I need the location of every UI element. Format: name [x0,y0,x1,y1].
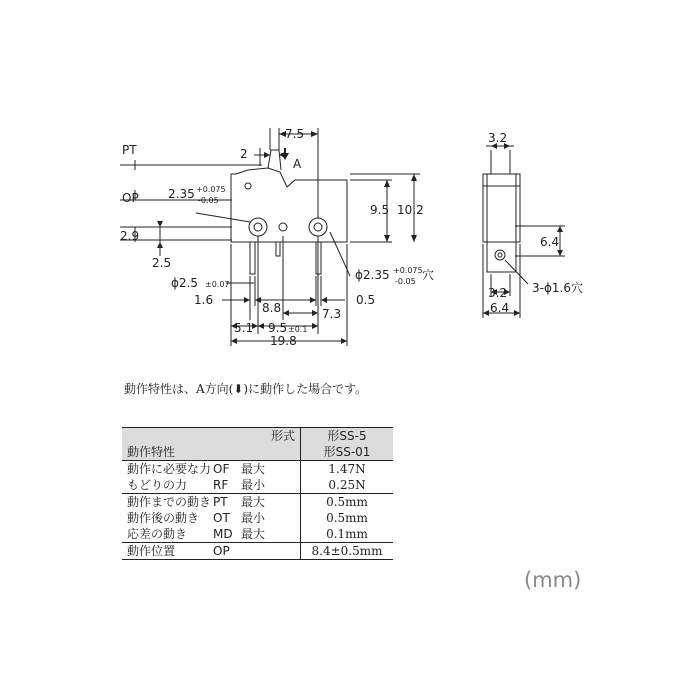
dim-2-5: 2.5 [152,256,172,270]
header-model-1: 形SS-5 [301,428,394,445]
row-code: RF [213,478,229,492]
row-limit: 最大 [241,495,266,509]
dim-8-8: 8.8 [262,301,282,315]
side-dim-3-2-bottom: 3.2 [488,286,508,300]
dim-phi-2-5: ϕ2.5 [171,276,198,290]
dim-9-5-b: 9.5 [268,321,288,335]
dim-2-35-sub: -0.05 [198,196,219,205]
dim-phi-2-35-suffix: 穴 [422,268,435,282]
dim-op: OP [122,191,139,205]
table-row [122,477,393,494]
table-row [122,461,393,478]
row-limit: 最小 [241,511,266,525]
dim-2-9: 2.9 [120,229,140,243]
operation-note: 動作特性は、A方向(⬇)に動作した場合です。 [124,382,368,396]
dim-9-5-b-tol: ±0.1 [288,325,308,334]
table-header-row [122,428,393,445]
table-row [122,510,393,526]
row-code: OF [213,462,230,476]
dim-19-8: 19.8 [270,334,297,348]
table-header-row-2 [122,444,393,461]
side-dim-6-4-bottom: 6.4 [490,301,510,315]
dim-phi-2-35-sub: -0.05 [395,277,416,286]
dim-7-5: 7.5 [285,127,305,141]
row-code: MD [213,527,233,541]
row-name: 動作までの動き [127,495,212,509]
table-row [122,494,393,511]
row-value: 1.47N [301,461,394,478]
dim-7-3: 7.3 [322,307,342,321]
side-dim-3-2-top: 3.2 [488,131,508,145]
header-model-label: 形式 [122,428,301,445]
row-name: 動作に必要な力 [127,462,212,476]
row-value: 0.1mm [301,526,394,543]
dim-1-6: 1.6 [194,293,214,307]
row-limit: 最大 [241,462,266,476]
row-limit: 最大 [241,527,266,541]
row-code: PT [213,495,228,509]
spec-table [122,427,393,560]
row-value: 0.5mm [301,494,394,511]
row-code: OP [213,544,230,558]
row-name: もどりの力 [127,478,188,492]
dim-phi-2-35-sup: +0.075 [393,266,423,275]
row-name: 応差の動き [127,527,188,541]
side-hole-label: 3-ϕ1.6穴 [532,281,583,295]
dim-phi-2-35: ϕ2.35 [355,268,390,282]
unit-label: (mm) [524,568,582,592]
dim-2: 2 [240,147,248,161]
row-name: 動作後の動き [127,511,200,525]
row-name: 動作位置 [127,544,176,558]
dim-2-35-sup: +0.075 [196,185,226,194]
header-characteristics: 動作特性 [122,444,301,461]
row-code: OT [213,511,230,525]
dim-0-5: 0.5 [356,293,376,307]
side-dim-6-4-right: 6.4 [540,235,560,249]
dim-phi-2-5-tol: ±0.07 [205,280,230,289]
row-value: 8.4±0.5mm [301,543,394,560]
header-model-2: 形SS-01 [301,444,394,461]
dim-2-35: 2.35 [168,187,195,201]
dim-pt: PT [122,143,137,157]
row-limit: 最小 [241,478,266,492]
table-row [122,543,393,560]
row-value: 0.5mm [301,510,394,526]
row-value: 0.25N [301,477,394,494]
dim-5-1: 5.1 [234,321,254,335]
dim-9-5: 9.5 [370,203,390,217]
arrow-a-label: A [293,157,302,171]
table-row [122,526,393,543]
dim-10-2: 10.2 [397,203,424,217]
